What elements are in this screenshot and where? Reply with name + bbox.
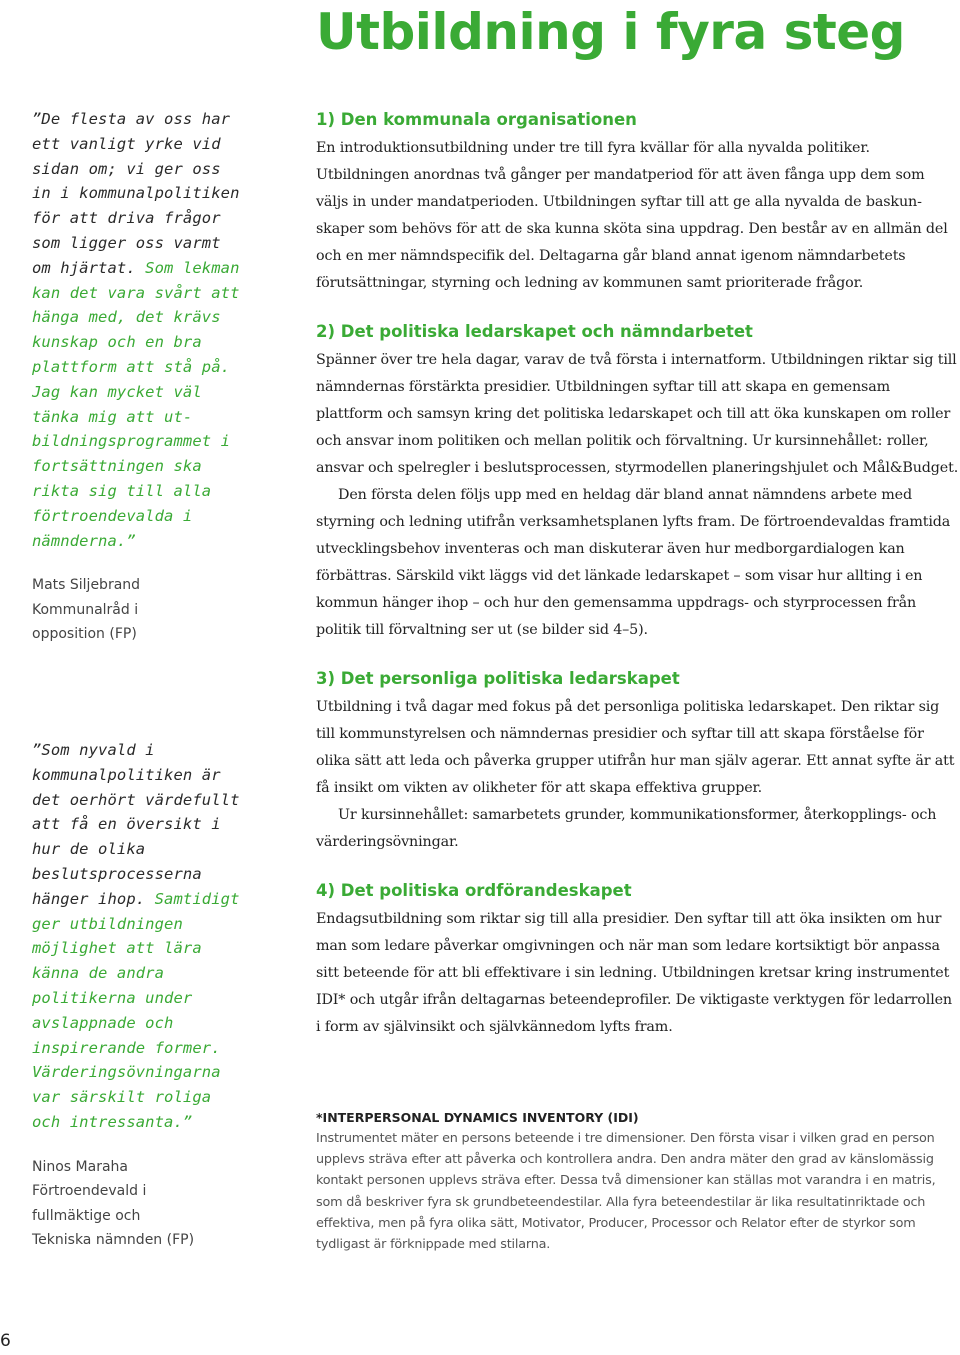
section-paragraph: Spänner över tre hela dagar, varav de två första i internatform. Utbildningen riktar sig till nämndernas förstärkta presidier. Utbildningen syftar till att skapa en gemensam plattform och samsyn kring det politiska ledarskapet och till att öka kunskapen om roller och ansvar inom politiken och mellan politik och förvaltning. Ur kursinnehållet: roller, ansvar och spelregler i beslutsprocessen, styrmodellen planeringshjulet och Mål&Budget. [316,352,959,476]
section-heading: 2) Det politiska ledarskapet och nämndarbetet [316,322,753,341]
footnote [316,1108,960,1255]
section-1 [316,108,960,297]
quote-author-role-line: Förtroendevald i [32,1183,147,1200]
quote-text-green: Som lekman kan det vara svårt att hänga med, det krävs kunskap och en bra plattform att stå på. Jag kan mycket väl tänka mig att utbildningsprogrammet i fortsättningen ska rikta sig till alla förtroendevalda i nämnderna.” [32,258,240,550]
quote-text [32,107,242,553]
section-3 [316,667,960,856]
quote-attribution [32,573,242,647]
quote-author-name: Ninos Maraha [32,1158,128,1175]
section-paragraph: Endagsutbildning som riktar sig till alla presidier. Den syftar till att öka insikten om hur man som ledare påverkar omgivningen och när man som ledare kortsiktigt bör anpassa sitt beteende för att bli effektivare i sin ledning. Utbildningen kretsar kring instrumentet IDI* och utgår ifrån deltagarnas beteendeprofiler. De viktigaste verktygen för ledarrollen i form av självinsikt och självkännedom lyfts fram. [316,911,952,1035]
quote-attribution [32,1155,242,1253]
sidebar-quote-2 [32,738,242,1253]
section-4 [316,879,960,1041]
sidebar-quote-1 [32,107,242,647]
quote-author-role-line: Kommunalråd i [32,601,139,618]
section-paragraph: Ur kursinnehållet: samarbetets grunder, kommunikationsformer, återkopplings- och värderingsövningar. [316,807,937,850]
quote-text-dark: ”Som nyvald i kommunalpolitiken är det oerhört värdefullt att få en översikt i hur de olika beslutsprocesserna hänger ihop. [32,741,240,908]
quote-author-role-line: opposition (FP) [32,626,137,643]
section-2 [316,320,960,644]
quote-text-green: Samtidigt ger utbildningen möjlighet att lära känna de andra politikerna under avslappnade och inspirerande former. Värderingsövningarna var särskilt roliga och intressanta.” [32,889,240,1131]
section-paragraph: Den första delen följs upp med en heldag där bland annat nämndens arbete med styrning och ledning utifrån verksamhetsplanen lyfts fram. De förtroendevaldas framtida utvecklingsbehov inventeras och man diskuterar även hur medborgardialogen kan förbättras. Särskild vikt läggs vid det länkade ledarskapet – som visar hur allting i en kommun hänger ihop – och hur den gemensamma uppdrags- och styrprocessen från politik till förvaltning ser ut (se bilder sid 4–5). [316,487,951,638]
section-heading: 3) Det personliga politiska ledarskapet [316,669,680,688]
section-heading: 1) Den kommunala organisationen [316,110,637,129]
quote-text-dark: ”De flesta av oss har ett vanligt yrke vid sidan om; vi ger oss in i kommunalpolitiken för att driva frågor som ligger oss varmt om hjärtat. [32,110,240,277]
footnote-body: Instrumentet mäter en persons beteende i tre dimensioner. Den första visar i vilken grad en person upplevs sträva efter att påverka och kontrollera andra. Den andra mäter den grad av känslomässig kontakt personen upplevs sträva efter. Dessa två dimensioner kan ställas mot varandra i en matris, som då beskriver fyra sk grundbeteendestilar. Alla fyra beteendestilar är lika resultatinriktade och effektiva, men på fyra olika sätt, Motivator, Producer, Processor och Relator efter de styrkor som tydligast är förknippade med stilarna. [316,1131,936,1253]
main-content [316,108,960,1064]
page-title: Utbildning i fyra steg [316,3,905,61]
footnote-title: *INTERPERSONAL DYNAMICS INVENTORY (IDI) [316,1110,639,1125]
section-paragraph: Utbildning i två dagar med fokus på det personliga politiska ledarskapet. Den riktar sig till kommunstyrelsen och nämndernas presidier och syftar till att skapa förståelse för olika sätt att leda och påverka grupper utifrån hur man själv agerar. Ett annat syfte är att få insikt om vikten av olikheter för att skapa effektiva grupper. [316,699,955,796]
quote-author-role-line: Tekniska nämnden (FP) [32,1232,195,1249]
section-heading: 4) Det politiska ordförandeskapet [316,881,632,900]
page-number: 6 [0,1331,11,1351]
section-paragraph: En introduktionsutbildning under tre till fyra kvällar för alla nyvalda politiker. Utbildningen anordnas två gånger per mandatperiod för att även fånga upp dem som väljs in under mandatperioden. Utbildningen syftar till att ge alla nyvalda de baskunskaper som behövs för att de ska kunna sköta sina uppdrag. Den består av en allmän del och en mer nämndspecifik del. Deltagarna går bland annat igenom nämndarbetets förutsättningar, styrning och ledning av kommunen samt prioriterade frågor. [316,140,948,291]
quote-author-role-line: fullmäktige och [32,1207,141,1224]
quote-text [32,738,242,1135]
quote-author-name: Mats Siljebrand [32,577,141,594]
